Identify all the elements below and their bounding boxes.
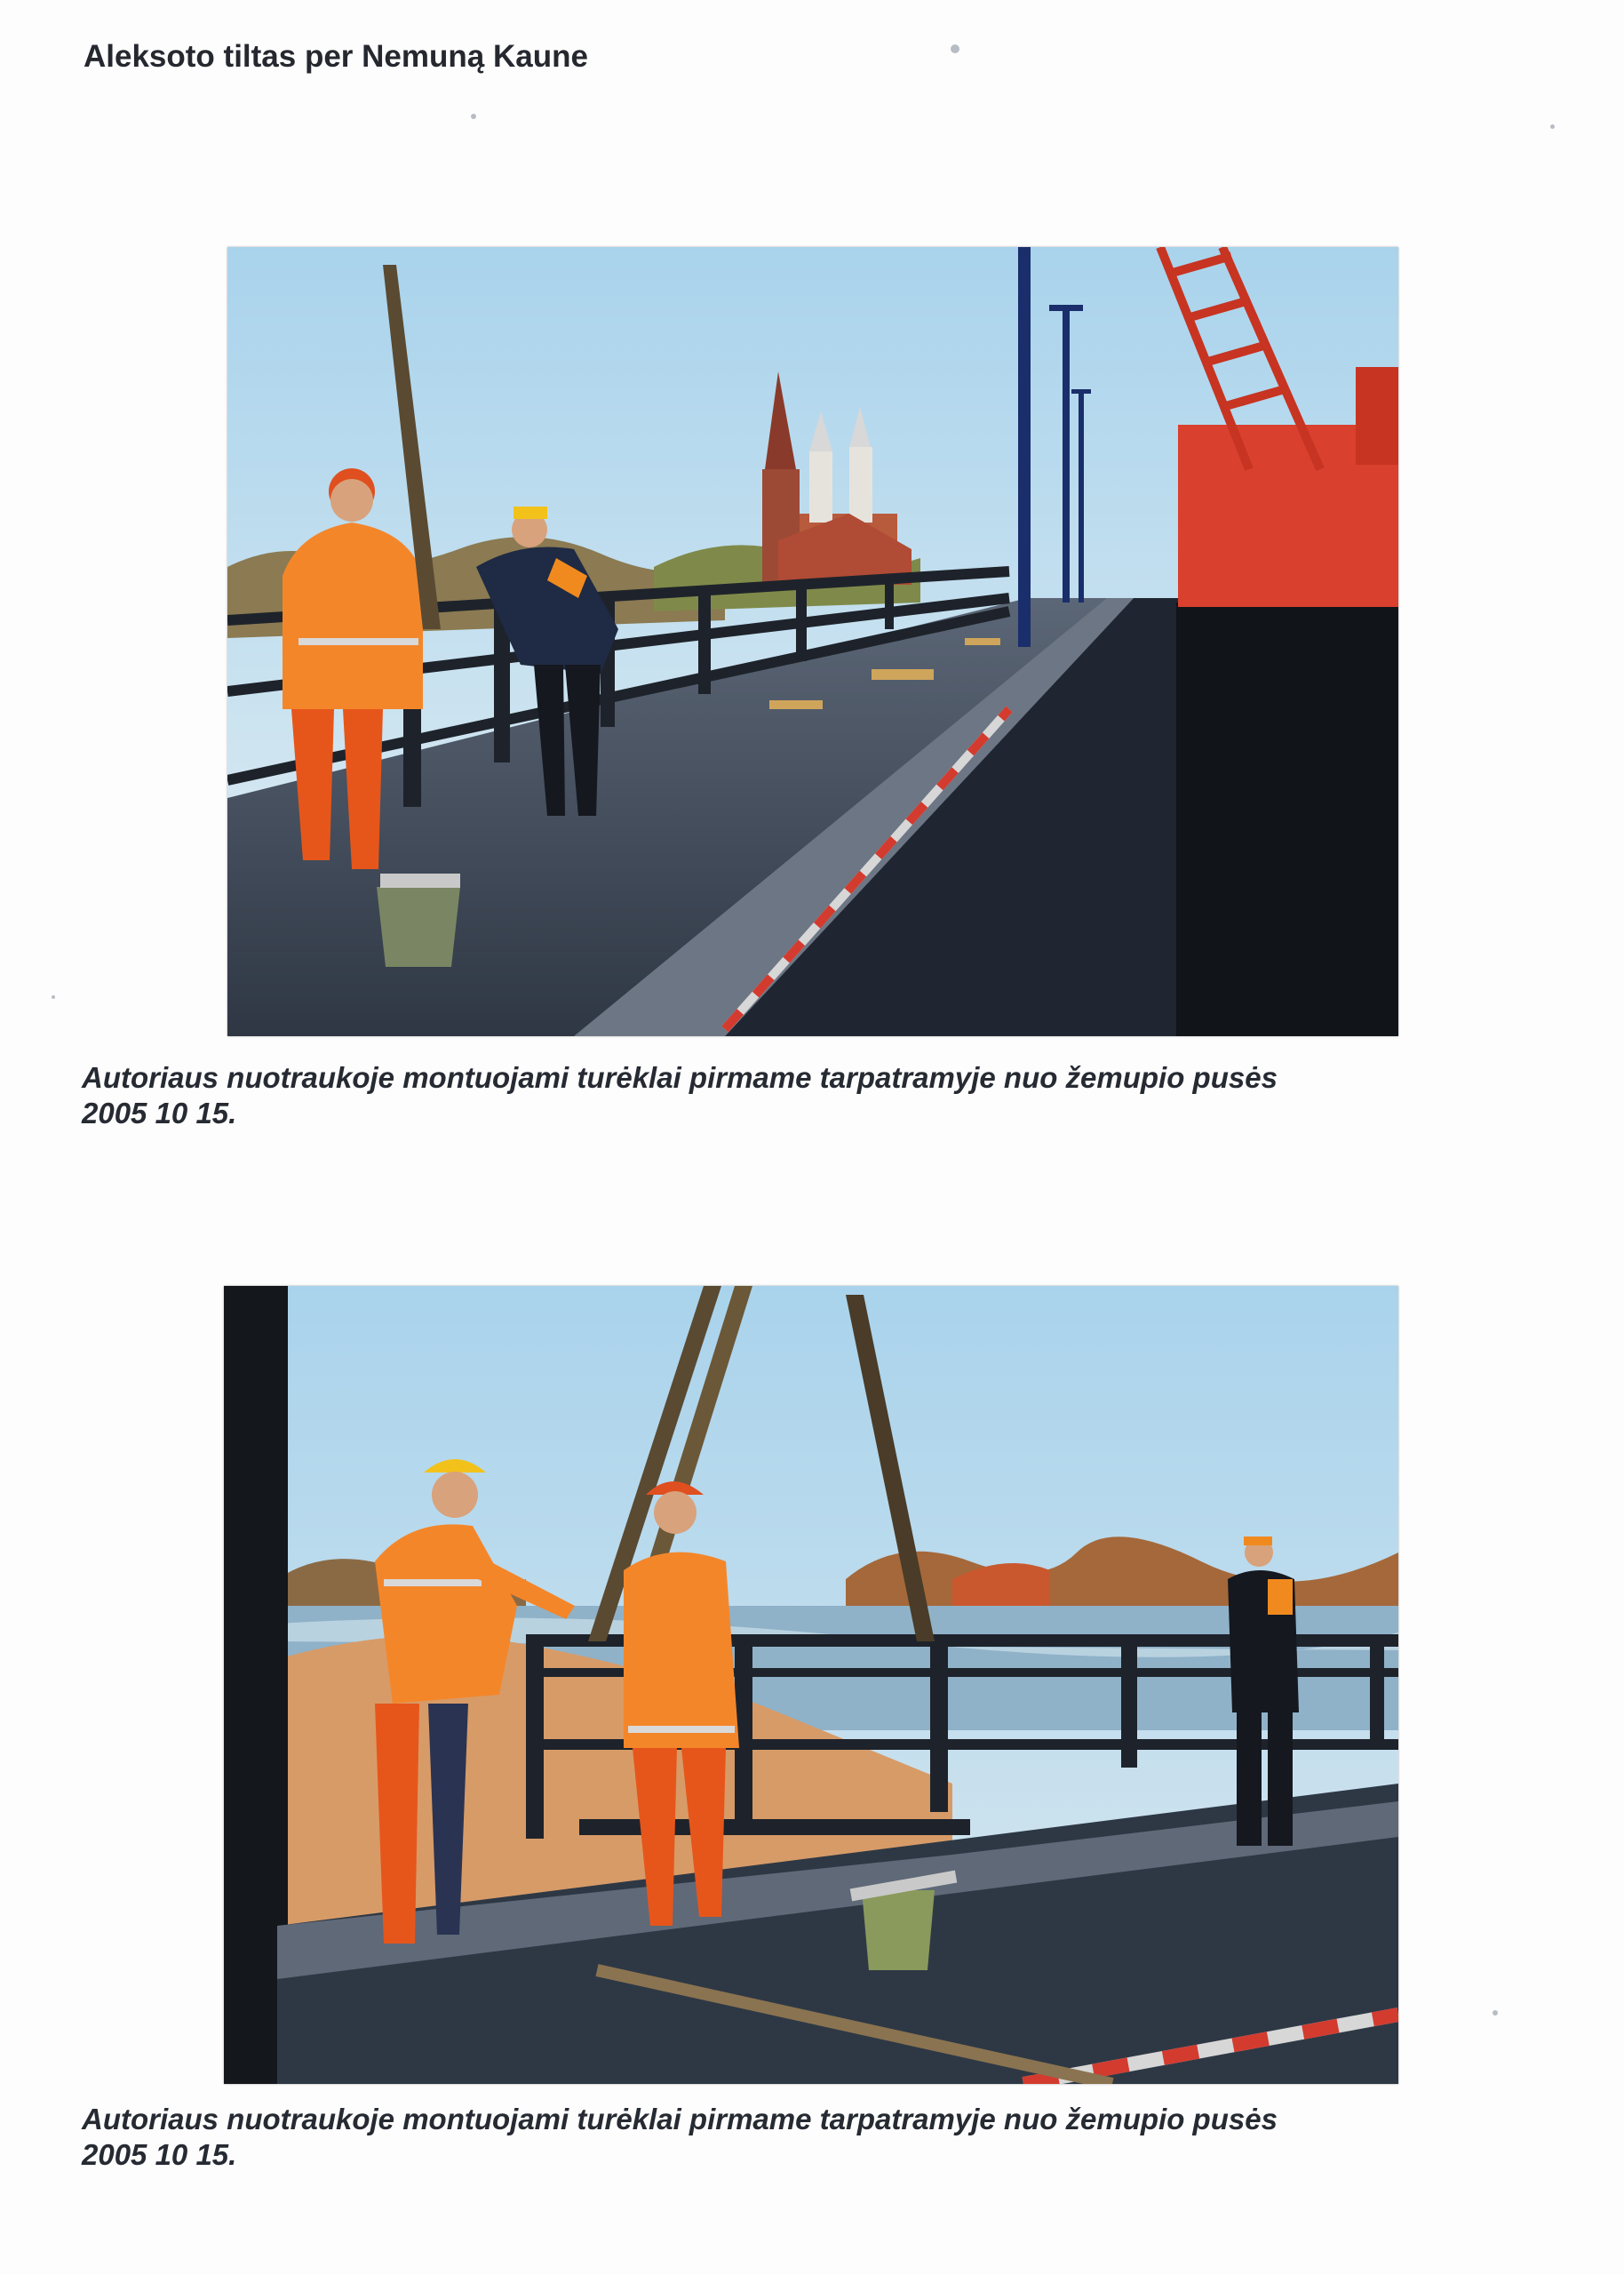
- bridge-photo-1-scene: [227, 247, 1398, 1036]
- bridge-photo-1: [227, 247, 1398, 1036]
- bridge-photo-2-scene: [224, 1286, 1398, 2084]
- bridge-photo-2: [224, 1286, 1398, 2084]
- scan-speck: [52, 995, 55, 999]
- scan-speck: [1493, 2010, 1498, 2016]
- caption-text: Autoriaus nuotraukoje montuojami turėklai pirmame tarpatramyje nuo žemupio pusės: [82, 1061, 1278, 1094]
- scan-speck: [471, 114, 476, 119]
- caption-text: Autoriaus nuotraukoje montuojami turėklai pirmame tarpatramyje nuo žemupio pusės: [82, 2103, 1278, 2135]
- caption-date: 2005 10 15.: [82, 1097, 237, 1130]
- scan-speck: [1550, 124, 1555, 129]
- figure-caption-1: [82, 1060, 1278, 1131]
- bucket: [377, 874, 460, 967]
- figure-caption-2: [82, 2102, 1278, 2173]
- scan-speck: [951, 44, 959, 53]
- page-title: Aleksoto tiltas per Nemuną Kaune: [84, 39, 588, 74]
- caption-date: 2005 10 15.: [82, 2138, 237, 2171]
